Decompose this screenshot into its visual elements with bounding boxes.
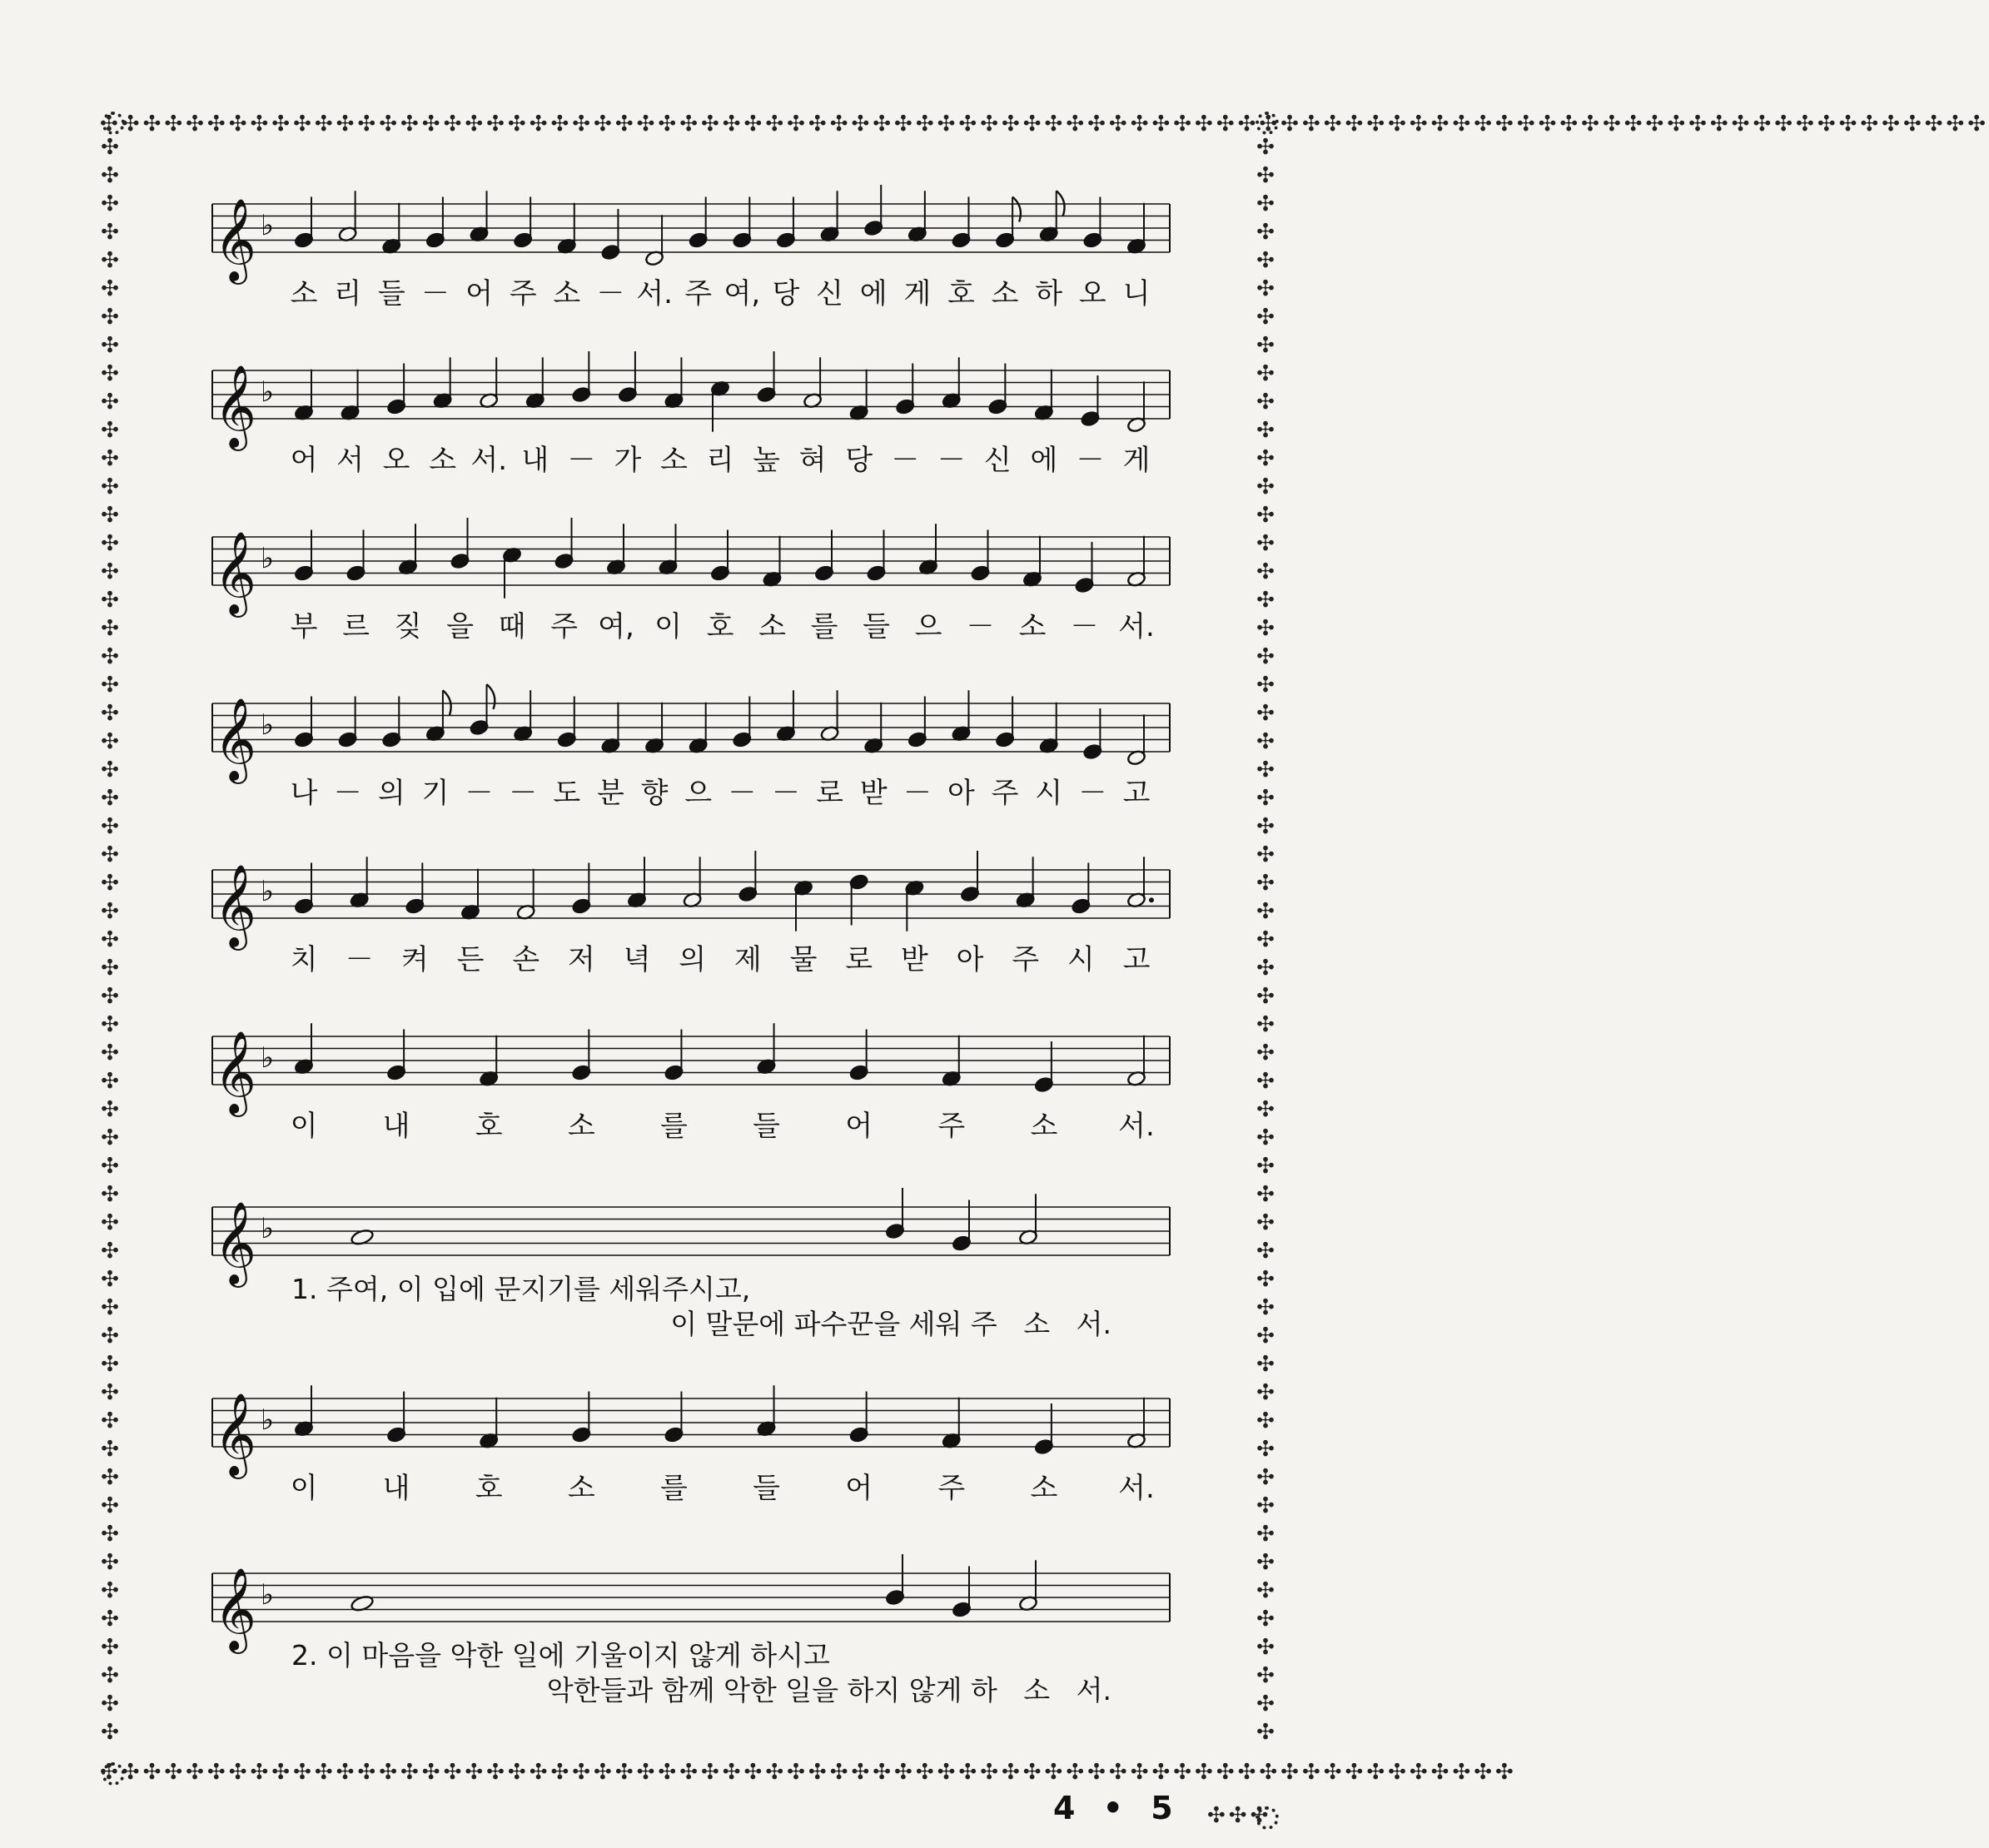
lyric-syllable: 를 [810, 610, 838, 643]
lyric-syllable: 물 [789, 943, 818, 976]
lyric-syllable: 소 [1030, 1472, 1058, 1505]
lyric-syllable: 서 [336, 444, 364, 477]
lyric-syllable: 주 [550, 610, 578, 643]
lyric-syllable: 이 [290, 1110, 318, 1143]
lyric-syllable: 게 [1122, 444, 1151, 477]
page-number: 4 • 5 [1053, 1790, 1181, 1826]
lyric-syllable: 어 [465, 277, 493, 310]
ornament-border-right: ✣✣✣✣✣✣✣✣✣✣✣✣✣✣✣✣✣✣✣✣✣✣✣✣✣✣✣✣✣✣✣✣✣✣✣✣✣✣✣✣✣✣✣✣✣✣✣✣✣✣✣✣✣✣✣✣✣ [1256, 135, 1275, 1745]
note [885, 1188, 905, 1239]
lyric-syllable: 주 [509, 277, 537, 310]
flat-icon: ♭ [261, 209, 275, 242]
lyric-syllable: 서. [636, 277, 673, 310]
lyric-syllable: 주 [937, 1110, 966, 1143]
lyric-syllable: 호 [475, 1110, 503, 1143]
lyric-syllable: 여, [598, 610, 634, 643]
lyric-syllable: 고 [1122, 777, 1151, 810]
lyric-syllable: 을 [446, 610, 474, 643]
treble-clef-icon: 𝄞 [214, 1393, 256, 1476]
lyric-syllable: 들 [753, 1110, 780, 1143]
lyric-syllable: 기 [421, 777, 450, 810]
treble-clef-icon: 𝄞 [214, 698, 256, 781]
lyric-syllable: 제 [733, 943, 762, 976]
lyric-syllable: 어 [845, 1110, 873, 1143]
lyric-syllable: － [420, 277, 450, 310]
lyric-syllable: 리 [334, 277, 362, 310]
lyric-syllable: 게 [903, 277, 932, 310]
lyric-syllable: 받 [900, 943, 928, 976]
lyric-syllable: 아 [947, 777, 975, 810]
lyric-syllable: 소 [758, 610, 786, 643]
lyric-syllable: 니 [1122, 277, 1151, 310]
corner-ornament-icon [102, 1762, 125, 1786]
lyric-syllable: － [345, 943, 374, 976]
flat-icon: ♭ [261, 708, 275, 742]
lyric-syllable: 여, [723, 277, 761, 310]
lyric-syllable: 손 [512, 943, 540, 976]
lyric-syllable: 분 [596, 777, 624, 810]
lyric-syllable: 주 [1012, 943, 1040, 976]
lyric-syllable: 어 [290, 444, 318, 477]
note [863, 185, 883, 236]
lyric-syllable: 들 [863, 610, 890, 643]
lyric-syllable: 부 [290, 610, 318, 643]
lyric-syllable: － [937, 444, 966, 477]
lyric-syllable: 로 [816, 777, 844, 810]
corner-ornament-icon [1256, 112, 1279, 135]
lyric-syllable: 도 [553, 777, 581, 810]
lyric-syllable: 에 [1030, 444, 1058, 477]
lyric-syllable: 당 [845, 444, 873, 477]
lyric-syllable: 호 [947, 277, 975, 310]
flat-icon: ♭ [261, 1041, 275, 1075]
lyric-syllable: 소 [567, 1110, 595, 1143]
corner-ornament-icon [1256, 1806, 1279, 1830]
lyric-syllable: 신 [983, 444, 1012, 477]
lyric-syllable: 소 [1018, 610, 1047, 643]
note [554, 518, 574, 569]
lyric-syllable: 소 [991, 277, 1019, 310]
lyric-syllable: 내 [521, 444, 549, 477]
lyric-syllable: － [509, 777, 538, 810]
verse-line-1: 1. 주여, 이 입에 문지기를 세워주시고, [291, 1273, 751, 1305]
lyric-syllable: 에 [859, 277, 888, 310]
lyric-syllable: － [596, 277, 625, 310]
lyric-syllable: 소 [429, 444, 457, 477]
treble-clef-icon: 𝄞 [214, 198, 256, 281]
lyric-syllable: 받 [859, 777, 888, 810]
lyric-syllable: 의 [377, 777, 405, 810]
lyric-syllable: 호 [475, 1472, 503, 1505]
note [960, 851, 980, 902]
flat-icon: ♭ [261, 1212, 275, 1245]
lyric-syllable: 들 [377, 277, 405, 310]
lyric-syllable: 소 [290, 277, 318, 310]
lyric-syllable: － [891, 444, 920, 477]
lyric-syllable: 어 [845, 1472, 873, 1505]
lyric-syllable: 저 [567, 943, 595, 976]
lyric-syllable: 으 [684, 777, 713, 810]
lyric-syllable: 주 [937, 1472, 966, 1505]
verse-line-2: 악한들과 함께 악한 일을 하지 않게 하 소 서. [546, 1674, 1111, 1706]
lyric-syllable: 내 [382, 1472, 410, 1505]
lyric-syllable: 내 [382, 1110, 410, 1143]
note [885, 1554, 905, 1606]
treble-clef-icon: 𝄞 [214, 531, 256, 614]
treble-clef-icon: 𝄞 [214, 864, 256, 947]
lyric-syllable: 때 [498, 610, 526, 643]
lyric-syllable: 소 [553, 277, 581, 310]
lyric-syllable: － [966, 610, 995, 643]
lyric-syllable: 를 [660, 1472, 688, 1505]
treble-clef-icon: 𝄞 [214, 1567, 256, 1651]
lyric-syllable: 신 [816, 277, 844, 310]
lyric-syllable: 오 [1078, 277, 1106, 310]
lyric-syllable: － [771, 777, 800, 810]
ornament-border-bottom-right: ✣✣✣ [1207, 1803, 1272, 1828]
lyric-syllable: － [903, 777, 932, 810]
lyric-syllable: 호 [706, 610, 734, 643]
lyric-syllable: 시 [1035, 777, 1063, 810]
lyric-syllable: 서. [1118, 610, 1155, 643]
lyric-syllable: 를 [660, 1110, 688, 1143]
lyric-syllable: 소 [567, 1472, 595, 1505]
flat-icon: ♭ [261, 1403, 275, 1437]
lyric-syllable: 녁 [623, 943, 651, 976]
lyric-syllable: 시 [1067, 943, 1095, 976]
staff [212, 1007, 1170, 1124]
lyric-syllable: 당 [772, 277, 800, 310]
lyric-syllable: 서. [470, 444, 508, 477]
lyric-syllable: 나 [290, 777, 318, 810]
treble-clef-icon: 𝄞 [214, 1031, 256, 1114]
lyric-syllable: 고 [1122, 943, 1151, 976]
flat-icon: ♭ [261, 375, 275, 409]
lyric-syllable: 서. [1118, 1472, 1155, 1505]
lyric-syllable: 아 [956, 943, 984, 976]
note [572, 351, 592, 403]
lyric-syllable: － [728, 777, 757, 810]
treble-clef-icon: 𝄞 [214, 365, 256, 448]
flat-icon: ♭ [261, 542, 275, 575]
note [618, 351, 638, 403]
lyric-syllable: 르 [342, 610, 370, 643]
lyric-syllable: 가 [614, 444, 642, 477]
lyric-syllable: － [1078, 777, 1107, 810]
lyric-syllable: 들 [753, 1472, 780, 1505]
lyric-syllable: 소 [1030, 1110, 1058, 1143]
lyric-syllable: － [1070, 610, 1099, 643]
lyric-syllable: 리 [706, 444, 734, 477]
lyric-syllable: 높 [753, 444, 780, 477]
lyric-syllable: 치 [290, 943, 318, 976]
ornament-border-top: ✣✣✣✣✣✣✣✣✣✣✣✣✣✣✣✣✣✣✣✣✣✣✣✣✣✣✣✣✣✣✣✣✣✣✣✣✣✣✣✣✣✣✣✣✣✣✣✣✣✣✣✣✣✣✣✣✣✣✣✣✣✣✣✣✣✣✣✣✣✣✣✣✣✣✣✣✣✣✣✣✣✣✣✣✣✣✣✣ [100, 112, 1989, 137]
treble-clef-icon: 𝄞 [214, 1201, 256, 1284]
lyric-syllable: － [567, 444, 596, 477]
flat-icon: ♭ [261, 1578, 275, 1612]
flat-icon: ♭ [261, 875, 275, 908]
lyric-syllable: 으 [914, 610, 942, 643]
verse-line-1: 2. 이 마음을 악한 일에 기울이지 않게 하시고 [291, 1639, 830, 1672]
lyric-syllable: － [1076, 444, 1105, 477]
lyric-syllable: 의 [679, 943, 707, 976]
lyric-syllable: 이 [290, 1472, 318, 1505]
lyric-syllable: 향 [640, 777, 669, 810]
lyric-syllable: 하 [1035, 277, 1063, 310]
lyric-syllable: － [333, 777, 362, 810]
lyric-syllable: 짖 [394, 610, 422, 643]
lyric-syllable: 든 [456, 943, 485, 976]
lyric-syllable: 혀 [798, 444, 827, 477]
lyric-syllable: 켜 [400, 943, 429, 976]
note [757, 351, 777, 403]
lyric-syllable: 이 [654, 610, 682, 643]
lyric-syllable: 로 [845, 943, 873, 976]
note [450, 518, 470, 569]
lyric-syllable: 주 [684, 277, 713, 310]
lyric-syllable: 오 [382, 444, 410, 477]
corner-ornament-icon [102, 112, 125, 135]
verse-line-2: 이 말문에 파수꾼을 세워 주 소 서. [670, 1308, 1111, 1340]
lyric-syllable: － [465, 777, 494, 810]
lyric-syllable: 주 [991, 777, 1019, 810]
ornament-border-bottom: ✣✣✣✣✣✣✣✣✣✣✣✣✣✣✣✣✣✣✣✣✣✣✣✣✣✣✣✣✣✣✣✣✣✣✣✣✣✣✣✣✣✣✣✣✣✣✣✣✣✣✣✣✣✣✣✣✣✣✣✣✣✣✣✣✣✣ [100, 1760, 1517, 1785]
staff [212, 1369, 1170, 1486]
lyric-syllable: 서. [1118, 1110, 1155, 1143]
ornament-border-left: ✣✣✣✣✣✣✣✣✣✣✣✣✣✣✣✣✣✣✣✣✣✣✣✣✣✣✣✣✣✣✣✣✣✣✣✣✣✣✣✣✣✣✣✣✣✣✣✣✣✣✣✣✣✣✣✣✣ [101, 135, 119, 1745]
lyric-syllable: 소 [660, 444, 688, 477]
note [738, 851, 758, 902]
